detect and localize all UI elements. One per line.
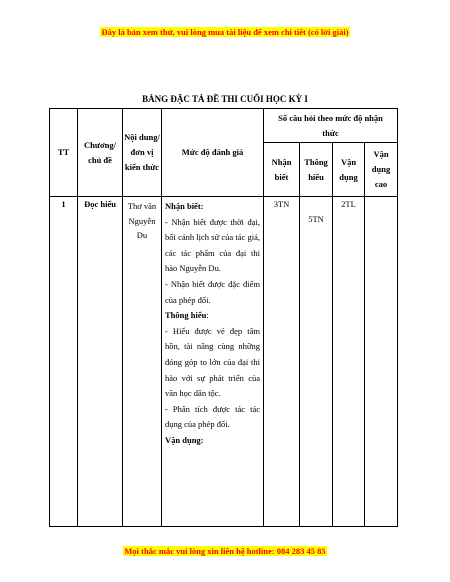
count-understand: 5TN <box>300 197 333 527</box>
desc-item: - Nhận biết được thời đại, bối cảnh lịch sử của tác giả, các tác phẩm của đại thi hào Nguyễn Du. <box>165 216 260 274</box>
header-apply: Vận dụng <box>333 143 365 197</box>
level-recognize-heading: Nhận biết: <box>165 201 204 211</box>
header-recognize: Nhận biết <box>264 143 300 197</box>
desc-item: - Hiểu được vẻ đẹp tâm hồn, tài năng cùng những đóng góp to lớn của đại thi hào với sự phát triển của văn học dân tộc. <box>165 325 260 399</box>
preview-notice-text: Đây là bản xem thử, vui lòng mua tài liệu để xem chi tiết (có lời giải) <box>101 27 349 37</box>
specification-table <box>49 108 398 527</box>
header-question-count-group: Số câu hỏi theo mức độ nhận thức <box>264 109 398 143</box>
header-assessment-level: Mức độ đánh giá <box>162 109 264 197</box>
row-assessment-description <box>162 197 264 527</box>
header-tt: TT <box>50 109 78 197</box>
header-chapter: Chương/ chủ đề <box>78 109 123 197</box>
count-apply-high <box>365 197 398 527</box>
header-apply-high: Vận dụng cao <box>365 143 398 197</box>
document-title: BẢNG ĐẶC TẢ ĐỀ THI CUỐI HỌC KỲ I <box>142 94 308 104</box>
header-content: Nội dung/ đơn vị kiến thức <box>123 109 162 197</box>
level-understand-heading: Thông hiểu <box>165 310 207 321</box>
row-chapter: Đọc hiểu <box>78 197 123 527</box>
desc-item: - Phân tích được tác tác dụng của phép đối. <box>165 403 260 430</box>
header-understand: Thông hiểu <box>300 143 333 197</box>
hotline-notice-banner <box>0 546 450 556</box>
count-recognize: 3TN <box>264 197 300 527</box>
level-apply-heading: Vận dụng: <box>165 434 204 445</box>
desc-item: - Nhận biết được đặc điểm của phép đối. <box>165 278 260 305</box>
table-row <box>50 197 398 527</box>
header-row-1 <box>50 109 398 143</box>
preview-notice-banner <box>0 27 450 37</box>
row-content-unit: Thơ văn Nguyễn Du <box>123 197 162 527</box>
count-apply: 2TL <box>333 197 365 527</box>
level-understand-colon: : <box>206 310 209 321</box>
row-number: 1 <box>50 197 78 527</box>
hotline-notice-text: Mọi thắc mắc vui lòng xin liên hệ hotline: 084 283 45 85 <box>124 546 326 556</box>
